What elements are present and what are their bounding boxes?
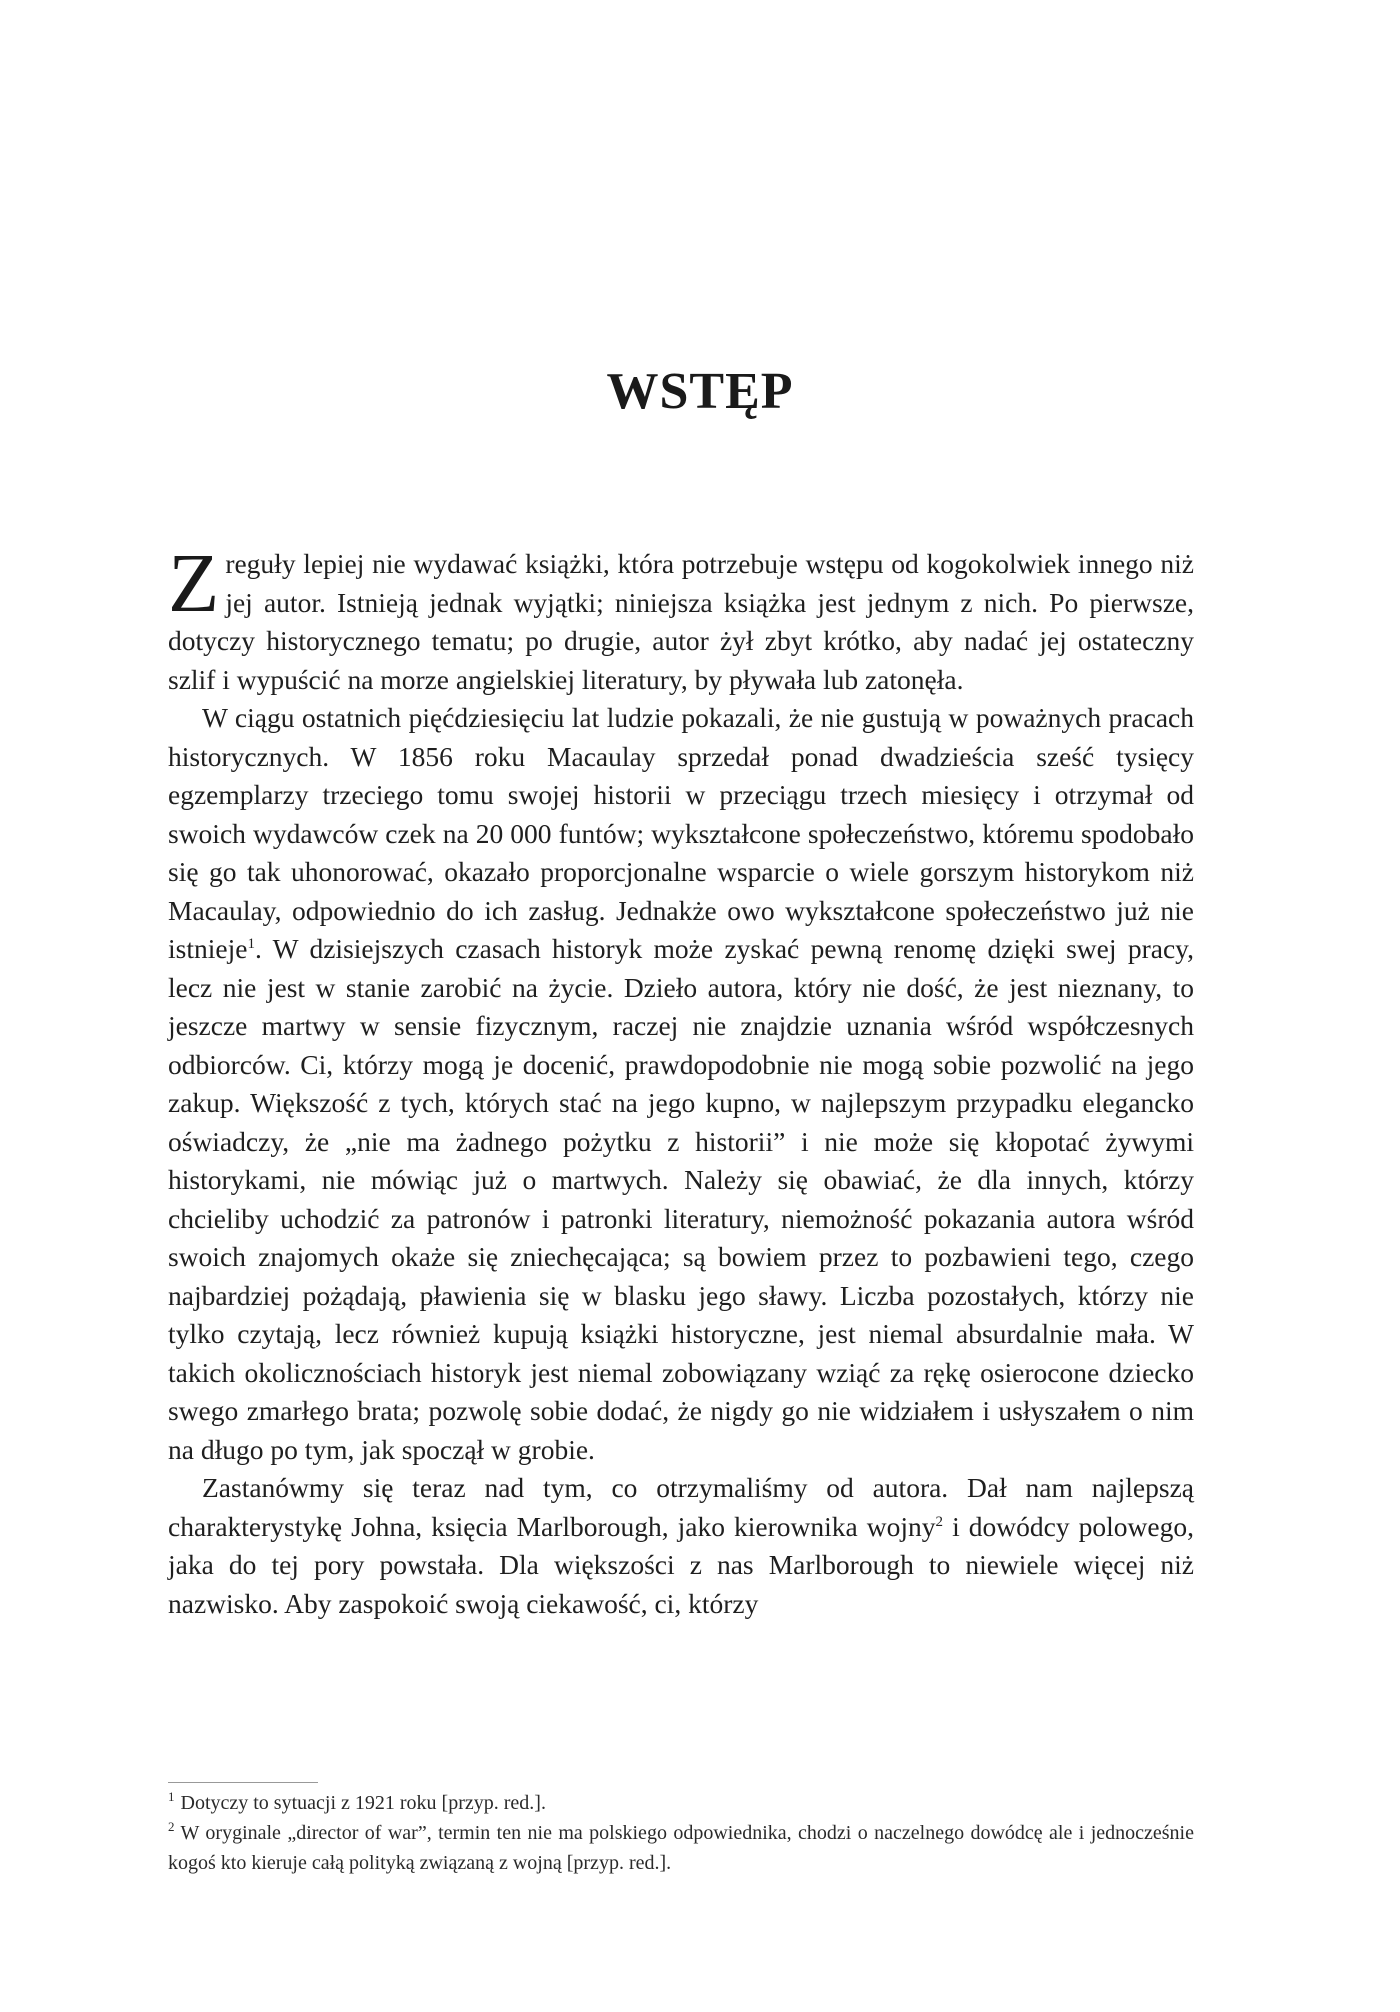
paragraph-2	[168, 699, 1194, 1469]
paragraph-3	[168, 1469, 1194, 1623]
footnotes	[168, 1788, 1194, 1878]
footnote-2-text: W oryginale „director of war”, termin ten nie ma polskiego odpowiednika, chodzi o naczelnego dowódcę ale i jednocześnie kogoś kto kieruje całą polityką związaną z wojną [przyp. red.].	[168, 1822, 1194, 1874]
footnote-1	[168, 1788, 1194, 1818]
paragraph-3-text-a: Zastanówmy się teraz nad tym, co otrzymaliśmy od autora. Dał nam najlepszą charakterystykę Johna, księcia Marlborough, jako kierownika wojny	[168, 1472, 1194, 1542]
paragraph-2-text-b: . W dzisiejszych czasach historyk może zyskać pewną renomę dzięki swej pracy, lecz nie jest w stanie zarobić na życie. Dzieło autora, który nie dość, że jest nieznany, to jeszcze martwy w sensie fizycznym, raczej nie znajdzie uznania wśród współczesnych odbiorców. Ci, którzy mogą je docenić, prawdopodobnie nie mogą sobie pozwolić na jego zakup. Większość z tych, których stać na jego kupno, w najlepszym przypadku elegancko oświadczy, że „nie ma żadnego pożytku z historii” i nie może się kłopotać żywymi historykami, nie mówiąc już o martwych. Należy się obawiać, że dla innych, którzy chcieliby uchodzić za patronów i patronki literatury, niemożność pokazania autora wśród swoich znajomych okaże się zniechęcająca; są bowiem przez to pozbawieni tego, czego najbardziej pożądają, pławienia się w blasku jego sławy. Liczba pozostałych, którzy nie tylko czytają, lecz również kupują książki historyczne, jest niemal absurdalnie mała. W takich okolicznościach historyk jest niemal zobowiązany wziąć za rękę osierocone dziecko swego zmarłego brata; pozwolę sobie dodać, że nigdy go nie widziałem i usłyszałem o nim na długo po tym, jak spoczął w grobie.	[168, 933, 1194, 1465]
drop-cap: Z	[168, 537, 220, 630]
footnote-2-number: 2	[168, 1819, 175, 1835]
paragraph-1	[168, 537, 1194, 699]
footnote-1-text: Dotyczy to sytuacji z 1921 roku [przyp. red.].	[180, 1792, 546, 1814]
footnote-1-number: 1	[168, 1789, 175, 1805]
footnote-divider	[168, 1782, 318, 1783]
footnote-ref-1[interactable]: 1	[247, 935, 255, 952]
footnote-ref-2[interactable]: 2	[935, 1513, 944, 1530]
chapter-title: WSTĘP	[606, 363, 794, 420]
paragraph-3-text-b: i dowódcy polowego, jaka do tej pory powstała. Dla większości z nas Marlborough to niewiele więcej niż nazwisko. Aby zaspokoić swoją ciekawość, ci, którzy	[168, 1510, 1194, 1619]
footnote-2	[168, 1818, 1194, 1878]
paragraph-1-text: reguły lepiej nie wydawać książki, która potrzebuje wstępu od kogokolwiek innego niż jej autor. Istnieją jednak wyjątki; niniejsza książka jest jednym z nich. Po pierwsze, dotyczy historycznego tematu; po drugie, autor żył zbyt krótko, aby nadać jej ostateczny szlif i wypuścić na morze angielskiej literatury, by pływała lub zatonęła.	[168, 548, 1194, 695]
paragraph-2-text-a: W ciągu ostatnich pięćdziesięciu lat ludzie pokazali, że nie gustują w poważnych pracach historycznych. W 1856 roku Macaulay sprzedał ponad dwadzieścia sześć tysięcy egzemplarzy trzeciego tomu swojej historii w przeciągu trzech miesięcy i otrzymał od swoich wydawców czek na 20 000 funtów; wykształcone społeczeństwo, któremu spodobało się go tak uhonorować, okazało proporcjonalne wsparcie o wiele gorszym historykom niż Macaulay, odpowiednio do ich zasług. Jednakże owo wykształcone społeczeństwo już nie istnieje	[168, 702, 1194, 964]
body-text	[168, 537, 1194, 1623]
